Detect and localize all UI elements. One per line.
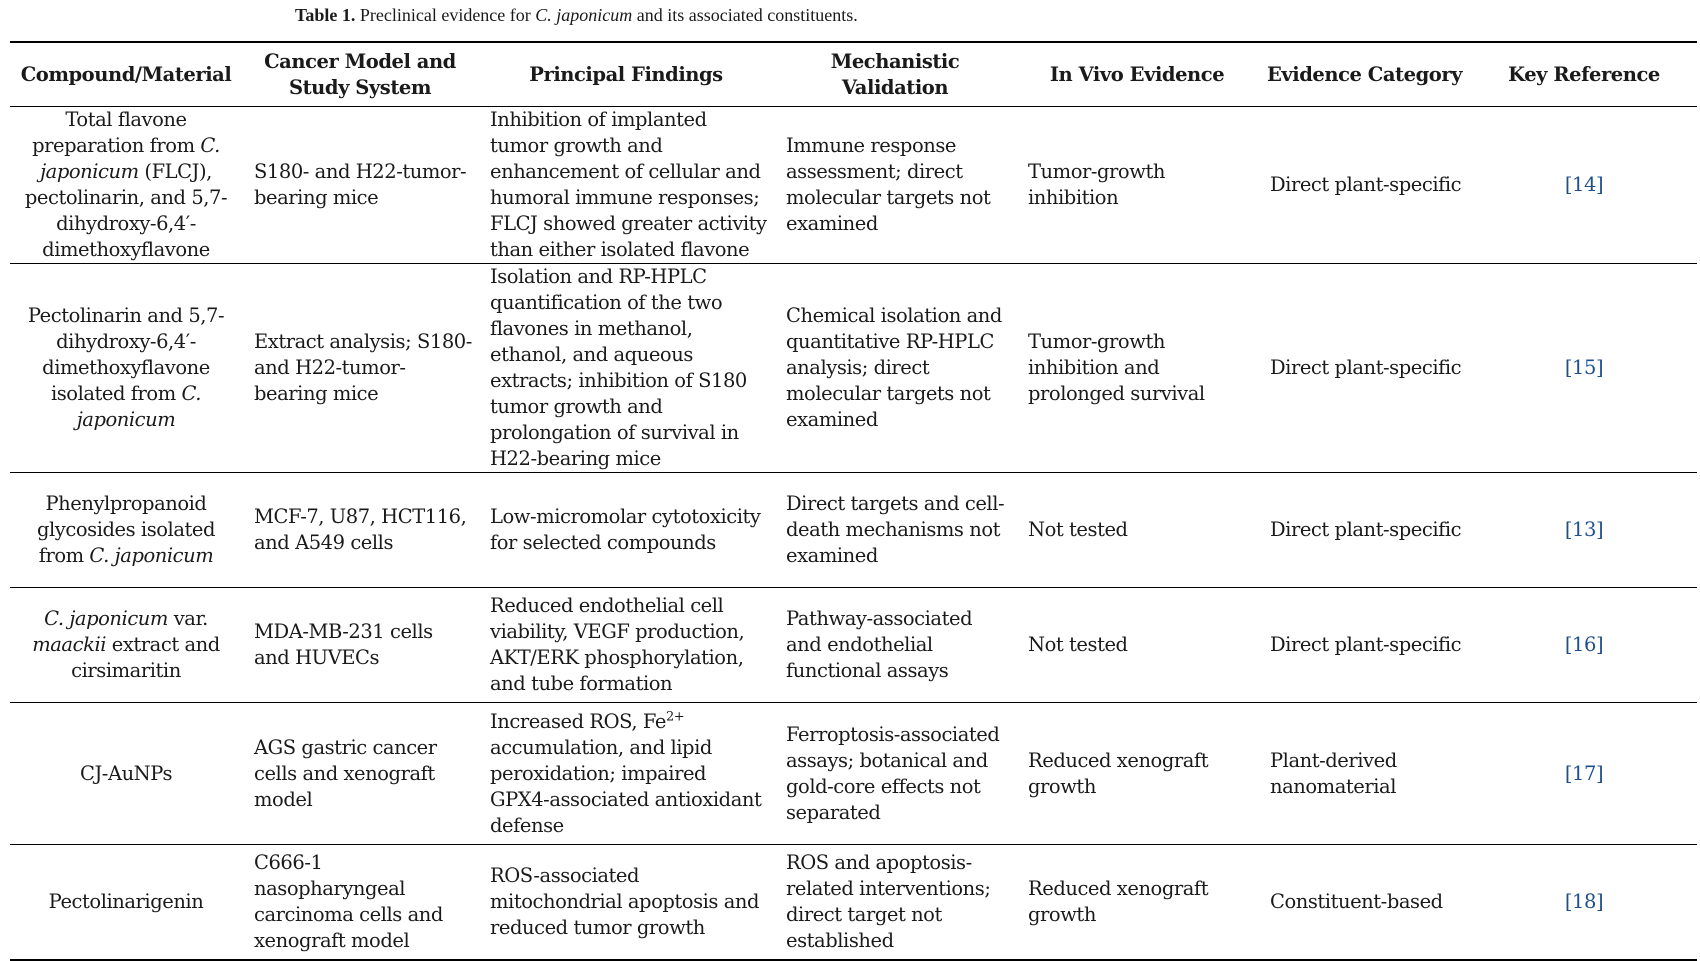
cell-validation: Immune response assessment; direct molecular targets not examined <box>774 107 1016 264</box>
header-findings: Principal Findings <box>478 42 774 107</box>
text-run: CJ-AuNPs <box>79 761 173 785</box>
table-row <box>10 473 1697 588</box>
cell-model: C666-1 nasopharyngeal carcinoma cells and xenograft model <box>242 845 478 960</box>
cell-compound <box>10 845 242 960</box>
header-validation: Mechanistic Validation <box>774 42 1016 107</box>
cell-in-vivo: Not tested <box>1016 588 1258 703</box>
cell-model: MDA-MB-231 cells and HUVECs <box>242 588 478 703</box>
cell-reference: [14] <box>1471 107 1697 264</box>
reference-link[interactable]: 16 <box>1572 633 1596 656</box>
cell-model: MCF-7, U87, HCT116, and A549 cells <box>242 473 478 588</box>
table-caption-text-end: and its associated constituents. <box>636 5 858 25</box>
cell-compound <box>10 588 242 703</box>
text-run: Phenylpropanoid glycosides isolated from <box>36 492 216 567</box>
text-run: Increased ROS, Fe <box>490 709 666 733</box>
cell-validation: ROS and apoptosis-related interventions; direct target not established <box>774 845 1016 960</box>
cell-reference: [17] <box>1471 703 1697 845</box>
text-run: Low-micromolar cytotoxicity for selected compounds <box>490 505 761 554</box>
reference-link[interactable]: 18 <box>1572 889 1596 913</box>
text-run: Inhibition of implanted tumor growth and enhancement of cellular and humoral immune responses; FLCJ showed greater activity than either isolated flavone <box>490 108 767 261</box>
cell-reference: [18] <box>1471 845 1697 960</box>
cell-compound <box>10 473 242 588</box>
text-run: Pectolinarin and 5,7-dihydroxy-6,4′-dimethoxyflavone isolated from <box>27 304 225 405</box>
cell-category: Plant-derived nanomaterial <box>1258 703 1471 845</box>
cell-category: Direct plant-specific <box>1258 473 1471 588</box>
text-run: (FLCJ), pectolinarin, and 5,7-dihydroxy-6,4′-dimethoxyflavone <box>24 160 228 261</box>
cell-in-vivo: Tumor-growth inhibition and prolonged survival <box>1016 264 1258 473</box>
text-run: var. <box>167 607 208 630</box>
cell-in-vivo: Not tested <box>1016 473 1258 588</box>
table-row <box>10 588 1697 703</box>
italic-run: C. japonicum <box>89 544 214 567</box>
italic-run: maackii <box>32 633 107 656</box>
cell-findings <box>478 107 774 264</box>
cell-findings <box>478 264 774 473</box>
text-run: Total flavone preparation from <box>32 108 201 157</box>
table-caption-text: Preclinical evidence for <box>359 5 531 25</box>
header-compound: Compound/Material <box>10 42 242 107</box>
header-cancer-model: Cancer Model and Study System <box>242 42 478 107</box>
cell-findings <box>478 703 774 845</box>
header-category: Evidence Category <box>1258 42 1471 107</box>
cell-compound <box>10 703 242 845</box>
text-run: Reduced endothelial cell viability, VEGF production, AKT/ERK phosphorylation, and tube formation <box>490 594 745 695</box>
superscript-run: 2+ <box>665 709 685 724</box>
italic-run: C. japonicum <box>40 134 220 183</box>
cell-validation: Ferroptosis-associated assays; botanical and gold-core effects not separated <box>774 703 1016 845</box>
cell-validation: Direct targets and cell-death mechanisms not examined <box>774 473 1016 588</box>
table-row <box>10 264 1697 473</box>
cell-model: Extract analysis; S180- and H22-tumor-bearing mice <box>242 264 478 473</box>
table-row <box>10 703 1697 845</box>
table-caption-species: C. japonicum <box>535 5 633 25</box>
cell-findings <box>478 588 774 703</box>
text-run: ROS-associated mitochondrial apoptosis and reduced tumor growth <box>490 863 760 939</box>
table-row <box>10 845 1697 960</box>
cell-reference: [16] <box>1471 588 1697 703</box>
text-run: Isolation and RP-HPLC quantification of the two flavones in methanol, ethanol, and aqueous extracts; inhibition of S180 tumor growth and prolongation of survival in H22-bearing mice <box>490 265 747 470</box>
text-run: accumulation, and lipid peroxidation; impaired GPX4-associated antioxidant defense <box>490 735 762 837</box>
reference-link[interactable]: 15 <box>1572 356 1596 379</box>
cell-findings <box>478 473 774 588</box>
cell-category: Direct plant-specific <box>1258 264 1471 473</box>
table-caption <box>295 4 858 26</box>
cell-reference: [13] <box>1471 473 1697 588</box>
header-row <box>10 42 1697 107</box>
cell-in-vivo: Tumor-growth inhibition <box>1016 107 1258 264</box>
reference-link[interactable]: 13 <box>1572 518 1596 541</box>
cell-model: S180- and H22-tumor-bearing mice <box>242 107 478 264</box>
cell-validation: Chemical isolation and quantitative RP-HPLC analysis; direct molecular targets not examined <box>774 264 1016 473</box>
cell-validation: Pathway-associated and endothelial functional assays <box>774 588 1016 703</box>
header-in-vivo: In Vivo Evidence <box>1016 42 1258 107</box>
cell-in-vivo: Reduced xenograft growth <box>1016 845 1258 960</box>
table-row <box>10 107 1697 264</box>
cell-compound <box>10 107 242 264</box>
reference-link[interactable]: 14 <box>1572 173 1596 196</box>
cell-category: Constituent-based <box>1258 845 1471 960</box>
text-run: Pectolinarigenin <box>48 889 204 913</box>
header-reference: Key Reference <box>1471 42 1697 107</box>
italic-run: C. japonicum <box>76 382 202 431</box>
cell-category: Direct plant-specific <box>1258 107 1471 264</box>
cell-in-vivo: Reduced xenograft growth <box>1016 703 1258 845</box>
text-run: extract and cirsimaritin <box>71 633 220 682</box>
cell-category: Direct plant-specific <box>1258 588 1471 703</box>
italic-run: C. japonicum <box>44 607 168 630</box>
cell-model: AGS gastric cancer cells and xenograft model <box>242 703 478 845</box>
cell-reference: [15] <box>1471 264 1697 473</box>
cell-compound <box>10 264 242 473</box>
evidence-table <box>10 41 1697 961</box>
cell-findings <box>478 845 774 960</box>
reference-link[interactable]: 17 <box>1572 761 1596 785</box>
table-caption-label: Table 1. <box>295 5 356 25</box>
